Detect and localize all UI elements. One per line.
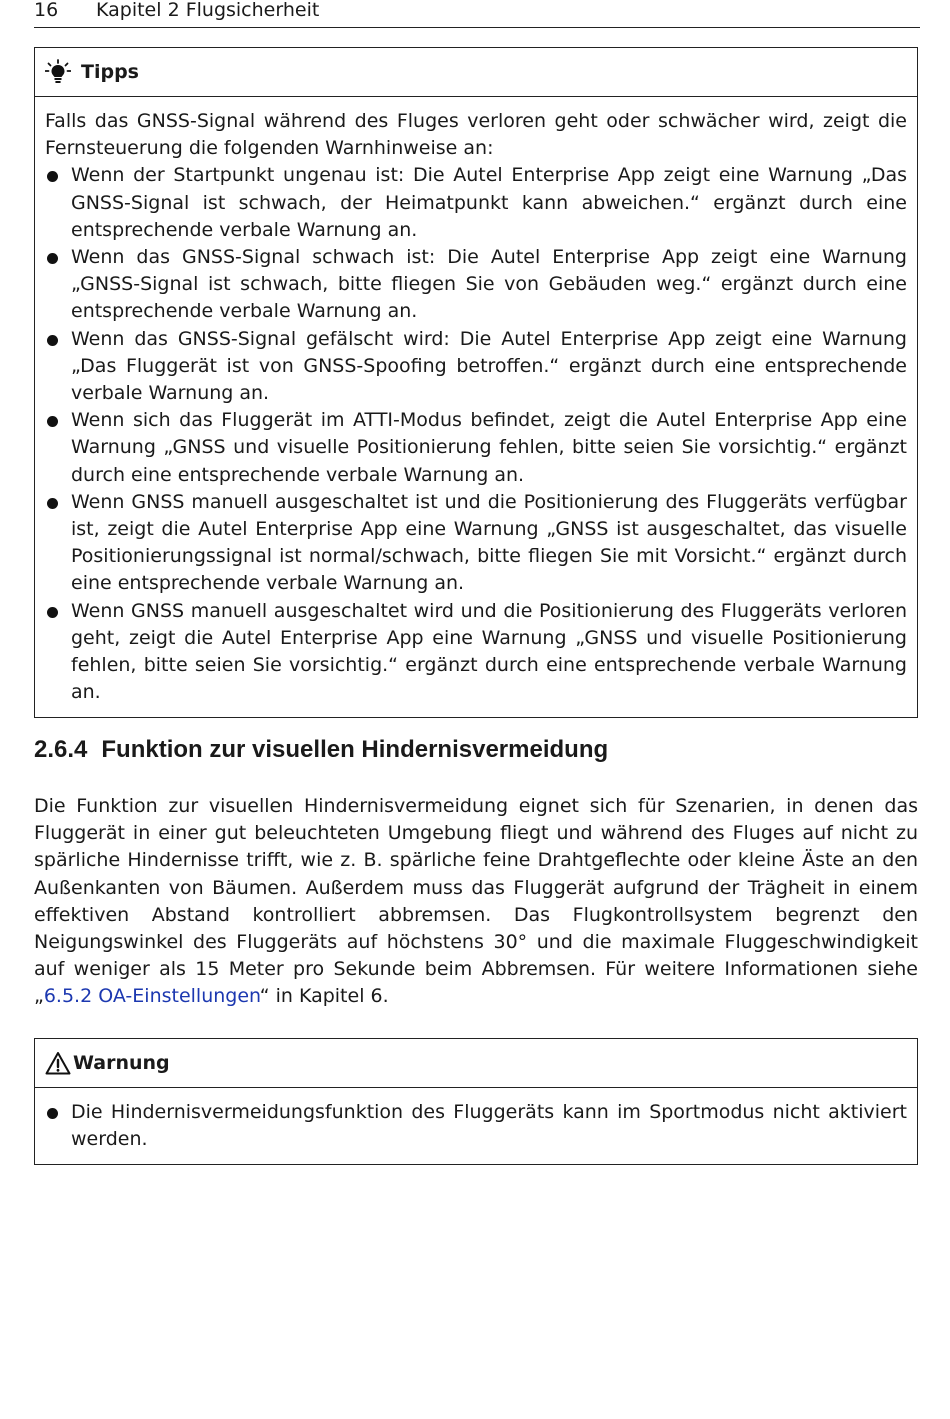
tips-box <box>34 47 918 718</box>
warning-list <box>45 1099 907 1153</box>
page-number: 16 <box>34 0 59 21</box>
page-header <box>34 0 920 28</box>
list-item: Wenn GNSS manuell ausgeschaltet ist und die Positionierung des Fluggeräts verfügbar ist, zeigt die Autel Enterprise App eine Warnung „GNSS ist ausgeschaltet, das visuelle Positionierungssignal ist normal/schwach, bitte fliegen Sie mit Vorsicht.“ ergänzt durch eine entsprechende verbale Warnung an. <box>45 489 907 598</box>
warning-box <box>34 1038 918 1165</box>
list-item: Die Hindernisvermeidungsfunktion des Fluggeräts kann im Sportmodus nicht aktiviert werden. <box>45 1099 907 1153</box>
list-item: Wenn das GNSS-Signal gefälscht wird: Die Autel Enterprise App zeigt eine Warnung „Das Fluggerät ist von GNSS-Spoofing betroffen.“ ergänzt durch eine entsprechende verbale Warnung an. <box>45 326 907 408</box>
section-number: 2.6.4 <box>34 736 88 763</box>
tips-intro: Falls das GNSS-Signal während des Fluges verloren geht oder schwächer wird, zeigt die Fernsteuerung die folgenden Warnhinweise an: <box>45 110 907 160</box>
list-item: Wenn sich das Fluggerät im ATTI-Modus befindet, zeigt die Autel Enterprise App eine Warnung „GNSS und visuelle Positionierung fehlen, bitte seien Sie vorsichtig.“ ergänzt durch eine entsprechende verbale Warnung an. <box>45 407 907 489</box>
section-title: Funktion zur visuellen Hindernisvermeidung <box>101 736 609 763</box>
lightbulb-icon <box>45 59 71 85</box>
chapter-title: Kapitel 2 Flugsicherheit <box>96 0 320 21</box>
warning-triangle-icon <box>45 1051 71 1075</box>
tips-box-header <box>35 48 917 97</box>
tips-title: Tipps <box>81 61 139 83</box>
warning-box-body <box>35 1088 917 1164</box>
list-item: Wenn der Startpunkt ungenau ist: Die Autel Enterprise App zeigt eine Warnung „Das GNSS-Signal ist schwach, der Heimatpunkt kann abweichen.“ ergänzt durch eine entsprechende verbale Warnung an. <box>45 162 907 244</box>
warning-title: Warnung <box>73 1052 170 1074</box>
warning-box-header <box>35 1039 917 1088</box>
paragraph-text: Die Funktion zur visuellen Hindernisvermeidung eignet sich für Szenarien, in denen das Fluggerät in einer gut beleuchteten Umgebung fliegt und während des Fluges auf nicht zu spärliche Hindernisse trifft, wie z. B. spärliche feine Drahtgeflechte oder kleine Äste an den Außenkanten von Bäumen. Außerdem muss das Fluggerät aufgrund der Trägheit in einem effektiven Abstand kontrolliert abbremsen. Das Flugkontrollsystem begrenzt den Neigungswinkel des Fluggeräts auf höchstens 30° und die maximale Fluggeschwindigkeit auf weniger als 15 Meter pro Sekunde beim Abbremsen. Für weitere Informationen siehe „ <box>34 795 918 1008</box>
list-item: Wenn das GNSS-Signal schwach ist: Die Autel Enterprise App zeigt eine Warnung „GNSS-Signal ist schwach, bitte fliegen Sie von Gebäuden weg.“ ergänzt durch eine entsprechende verbale Warnung an. <box>45 244 907 326</box>
tips-box-body <box>35 97 917 717</box>
tips-list <box>45 162 907 706</box>
list-item: Wenn GNSS manuell ausgeschaltet wird und die Positionierung des Fluggeräts verloren geht, zeigt die Autel Enterprise App eine Warnung „GNSS und visuelle Positionierung fehlen, bitte seien Sie vorsichtig.“ ergänzt durch eine entsprechende verbale Warnung an. <box>45 598 907 707</box>
cross-reference-link[interactable]: 6.5.2 OA-Einstellungen <box>43 985 260 1008</box>
paragraph-text-end: “ in Kapitel 6. <box>259 985 389 1008</box>
section-heading <box>34 736 920 764</box>
section-paragraph <box>34 793 918 1011</box>
